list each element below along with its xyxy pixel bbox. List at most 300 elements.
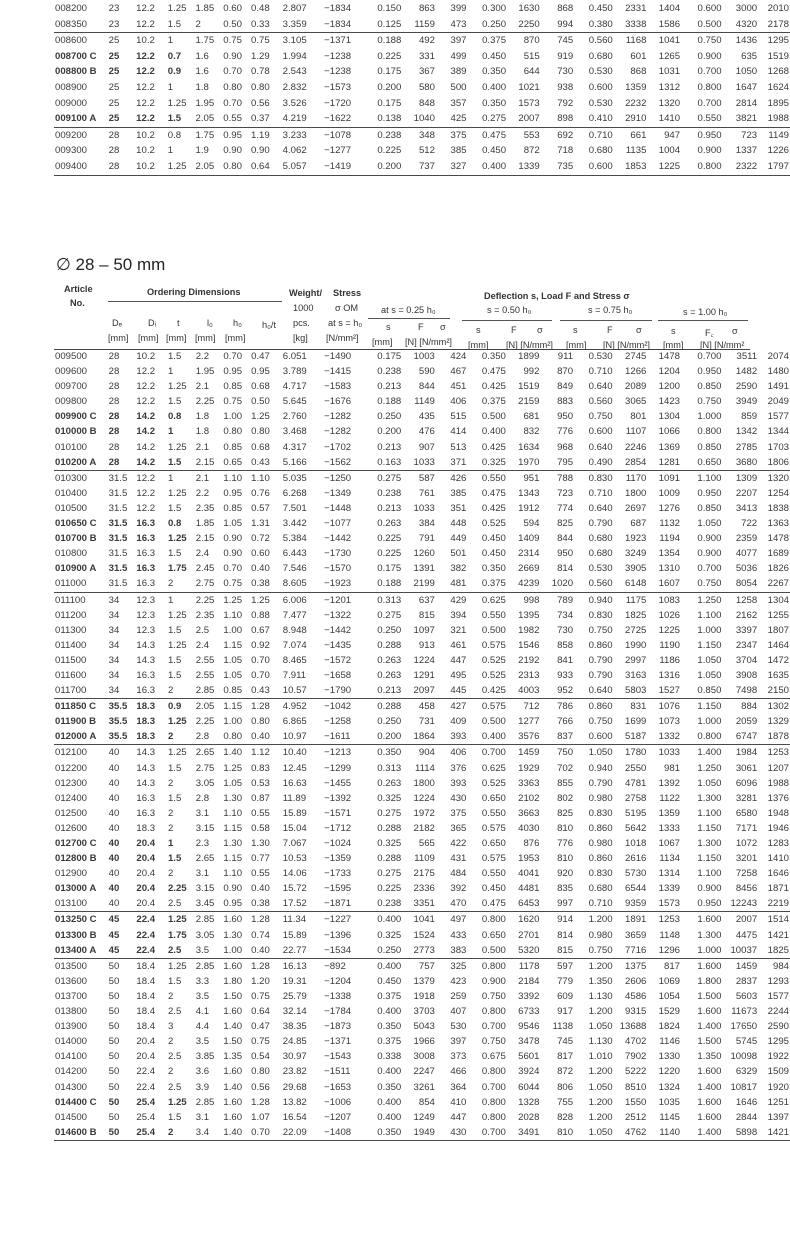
table-cell: 718 <box>557 145 574 157</box>
table-cell: 1410 <box>767 853 789 865</box>
table-cell: 397 <box>436 33 468 49</box>
table-cell: 1033 <box>413 502 435 514</box>
table-cell: 1009 <box>658 487 680 499</box>
table-cell: 20.4 <box>136 853 156 865</box>
table-cell: −1415 <box>324 366 352 378</box>
table-cell: 7258 <box>735 868 758 880</box>
table-cell: 0.400 <box>367 912 403 928</box>
table-cell: 34 <box>108 609 120 621</box>
table-cell: 0.325 <box>377 929 402 941</box>
table-cell: 458 <box>402 699 436 715</box>
table-cell: 4003 <box>518 685 540 697</box>
table-cell: 6044 <box>518 1081 540 1093</box>
header-mm-3: [mm] <box>166 333 187 343</box>
article-number: 011500 <box>55 654 87 666</box>
table-cell: −1277 <box>324 145 352 157</box>
table-cell: 1.85 <box>195 3 215 14</box>
table-cell: 0.860 <box>574 699 614 715</box>
table-cell: 18.4 <box>136 1021 156 1033</box>
table-cell: 433 <box>450 929 467 941</box>
table-cell: 1224 <box>413 654 435 666</box>
table-cell: 40 <box>108 868 120 880</box>
table-cell: 637 <box>402 592 436 608</box>
table-cell: 0.680 <box>588 145 613 157</box>
article-number: 013600 <box>55 975 88 987</box>
table-cell: 1586 <box>658 18 681 30</box>
table-cell: 32.14 <box>282 1006 307 1018</box>
table-cell: 1472 <box>767 654 789 666</box>
table-cell: 4586 <box>625 990 647 1002</box>
table-cell: 2028 <box>518 1111 540 1123</box>
table-cell: 1132 <box>659 518 680 530</box>
table-cell: 828 <box>557 1111 574 1123</box>
table-cell: 0.530 <box>588 563 613 575</box>
table-cell: −1396 <box>324 929 352 941</box>
table-cell: 806 <box>557 1081 574 1093</box>
article-number: 014500 <box>55 1111 88 1123</box>
table-cell: 2.5 <box>167 944 182 956</box>
table-cell: 553 <box>507 127 541 143</box>
table-cell: 31.5 <box>108 578 128 590</box>
table-cell: 1607 <box>658 578 680 590</box>
table-cell: 4030 <box>518 822 540 834</box>
table-cell: 0.525 <box>481 518 506 530</box>
table-cell: 16.63 <box>282 777 307 789</box>
table-cell: 1.010 <box>588 1051 613 1063</box>
table-cell: 0.450 <box>482 145 507 157</box>
table-cell: 0.250 <box>377 411 402 423</box>
table-cell: 4.4 <box>195 1021 210 1033</box>
header-sigma-2: σ <box>537 325 543 335</box>
table-cell: 393 <box>450 731 467 743</box>
table-cell: 1.40 <box>222 745 250 761</box>
table-cell: 4.062 <box>282 145 307 157</box>
table-cell: 8510 <box>625 1081 647 1093</box>
table-cell: 0.900 <box>481 975 506 987</box>
table-cell: 1630 <box>518 3 540 14</box>
table-cell: −1730 <box>324 548 352 560</box>
table-cell: 0.163 <box>377 456 402 468</box>
table-cell: 994 <box>557 18 574 30</box>
table-row <box>54 516 790 531</box>
table-cell: 0.125 <box>377 18 402 30</box>
table-cell: 1.8 <box>195 426 210 438</box>
table-cell: 4702 <box>625 1036 647 1048</box>
table-cell: 3397 <box>735 624 758 636</box>
table-row <box>54 561 790 576</box>
table-cell: 1.050 <box>697 654 722 666</box>
table-cell: 20.4 <box>136 868 156 880</box>
table-cell: 2.807 <box>282 3 307 14</box>
table-cell: 45 <box>108 912 136 928</box>
table-cell: 0.175 <box>377 97 402 109</box>
table-cell: 1342 <box>735 426 758 438</box>
table-cell: 832 <box>523 426 540 438</box>
table-cell: 1800 <box>413 777 435 789</box>
table-cell: 28 <box>108 456 120 468</box>
table-cell: 0.700 <box>467 745 507 761</box>
table-cell: 0.400 <box>481 731 506 743</box>
table-cell: −1573 <box>324 81 352 93</box>
table-cell: 18.4 <box>136 990 156 1002</box>
table-cell: 1.25 <box>250 592 282 608</box>
table-cell: 22.4 <box>136 944 156 956</box>
table-cell: 1066 <box>658 426 680 438</box>
table-cell: 8456 <box>735 883 758 895</box>
table-cell: 16.3 <box>136 578 156 590</box>
table-cell: 1948 <box>767 807 789 819</box>
table-cell: 2.543 <box>282 66 307 78</box>
table-cell: 2178 <box>767 18 789 30</box>
table-cell: 745 <box>541 33 574 49</box>
table-cell: 1573 <box>658 898 680 910</box>
table-cell: 0.90 <box>223 533 243 545</box>
table-cell: 2 <box>167 1036 174 1048</box>
table-cell: 0.350 <box>481 563 506 575</box>
table-cell: 0.313 <box>377 762 402 774</box>
table-cell: 1359 <box>625 81 647 93</box>
table-cell: 0.850 <box>697 502 722 514</box>
table-cell: 1.050 <box>697 669 722 681</box>
table-cell: 16.3 <box>136 533 156 545</box>
table-cell: 1.00 <box>223 411 243 423</box>
table-cell: 0.95 <box>223 898 243 910</box>
table-cell: 2007 <box>518 113 540 125</box>
table-row <box>54 409 790 424</box>
table-cell: 0.225 <box>377 548 402 560</box>
table-cell: 367 <box>418 66 435 78</box>
table-cell: 0.213 <box>377 502 402 514</box>
table-cell: 16.3 <box>136 548 156 560</box>
table-cell: 0.600 <box>697 3 722 14</box>
table-cell: 692 <box>541 127 574 143</box>
table-cell: 1041 <box>647 33 681 49</box>
table-cell: 50 <box>108 1051 120 1063</box>
table-row <box>54 683 790 699</box>
table-cell: 0.80 <box>251 716 270 728</box>
table-cell: 0.560 <box>588 578 613 590</box>
table-cell: 5730 <box>625 868 647 880</box>
table-cell: 1797 <box>758 159 790 175</box>
header-Di: Dᵢ <box>148 318 157 328</box>
table-cell: 3.15 <box>195 822 215 834</box>
table-cell: 10.40 <box>282 745 323 761</box>
table-cell: 3821 <box>735 113 758 125</box>
table-cell: 2074 <box>767 351 789 362</box>
table-cell: 0.175 <box>377 66 402 78</box>
table-cell: 913 <box>418 639 435 651</box>
table-cell: 1.25 <box>167 533 187 545</box>
table-cell: 1864 <box>413 731 435 743</box>
table-row <box>54 1095 790 1110</box>
table-cell: 635 <box>741 50 758 62</box>
table-cell: 872 <box>557 1066 574 1078</box>
table-cell: −1595 <box>324 883 352 895</box>
table-cell: 0.70 <box>223 563 243 575</box>
article-number: 014300 <box>55 1081 88 1093</box>
table-cell: 35.5 <box>108 731 128 743</box>
table-cell: 0.68 <box>251 381 270 393</box>
table-cell: 1 <box>167 366 174 378</box>
table-cell: 1359 <box>658 807 680 819</box>
table-cell: 473 <box>450 18 467 30</box>
table-cell: 10.53 <box>282 853 307 865</box>
table-cell: 0.680 <box>588 883 613 895</box>
table-cell: 414 <box>450 426 467 438</box>
table-cell: 0.625 <box>481 762 506 774</box>
table-cell: 1225 <box>658 624 680 636</box>
table-cell: 3704 <box>735 654 758 666</box>
table-cell: −1720 <box>324 97 352 109</box>
table-cell: 731 <box>418 716 435 728</box>
table-cell: 1577 <box>767 411 789 423</box>
header-stress-unit: [N/mm²] <box>326 333 359 343</box>
table-cell: 410 <box>450 1096 467 1108</box>
article-number: 008900 <box>55 81 88 93</box>
table-cell: 426 <box>436 470 468 486</box>
table-cell: 0.525 <box>481 654 506 666</box>
table-cell: 0.675 <box>481 1051 506 1063</box>
table-cell: 950 <box>557 548 574 560</box>
table-cell: 1226 <box>767 145 789 157</box>
table-cell: 0.950 <box>681 127 722 143</box>
table-cell: −1282 <box>324 411 352 423</box>
table-cell: 0.550 <box>697 113 722 125</box>
table-cell: 1.5 <box>167 762 182 774</box>
table-cell: 0.350 <box>367 1125 403 1141</box>
article-number: 011100 <box>54 592 108 608</box>
table-cell: 1946 <box>767 822 789 834</box>
table-row <box>54 364 790 379</box>
table-cell: 375 <box>450 807 467 819</box>
table-row <box>54 470 790 486</box>
table-cell: 0.85 <box>223 502 243 514</box>
table-cell: 512 <box>418 145 435 157</box>
table-cell: 2697 <box>625 502 647 514</box>
table-cell: 1097 <box>413 624 435 636</box>
table-cell: 5803 <box>625 685 647 697</box>
table-cell: 31.5 <box>108 487 128 499</box>
table-cell: 5187 <box>625 731 647 743</box>
ordering-rule <box>108 301 282 302</box>
table-cell: 5601 <box>518 1051 540 1063</box>
table-cell: 1.50 <box>223 1036 243 1048</box>
table-cell: 786 <box>540 699 574 715</box>
table-cell: 998 <box>507 592 541 608</box>
table-row <box>54 592 790 608</box>
table-cell: 8054 <box>735 578 758 590</box>
table-cell: 14.2 <box>136 411 156 423</box>
table-cell: 16.13 <box>282 958 323 974</box>
table-cell: 1 <box>167 426 174 438</box>
table-cell: 0.188 <box>377 396 402 408</box>
table-cell: 40 <box>108 853 120 865</box>
table-cell: 389 <box>450 66 467 78</box>
table-cell: 425 <box>450 113 467 125</box>
table-cell: 0.450 <box>481 548 506 560</box>
table-cell: 385 <box>450 487 467 499</box>
table-cell: 0.70 <box>223 351 243 362</box>
table-cell: 12.2 <box>136 97 155 109</box>
table-cell: 5.166 <box>282 456 307 468</box>
article-number: 012700 C <box>55 838 97 849</box>
table-cell: 30.97 <box>282 1051 307 1063</box>
table-cell: 375 <box>436 127 468 143</box>
table-cell: 373 <box>450 1051 467 1063</box>
table-cell: 25 <box>108 50 120 62</box>
table-cell: 16.3 <box>136 685 156 697</box>
table-cell: 0.450 <box>481 533 506 545</box>
article-number: 011400 <box>55 639 87 651</box>
table-cell: 950 <box>557 411 574 423</box>
table-cell: 0.650 <box>481 792 506 804</box>
table-cell: 4781 <box>625 777 647 789</box>
table-cell: 1.25 <box>167 609 187 621</box>
table-cell: 2.75 <box>195 762 215 774</box>
table-cell: 40 <box>108 762 120 774</box>
table-cell: 0.250 <box>377 624 402 636</box>
table-cell: 1.130 <box>588 1036 613 1048</box>
table-cell: 1.100 <box>697 807 722 819</box>
header-unit-n-3: [N] [N/mm²] <box>603 340 650 350</box>
table-cell: 3 <box>167 1021 174 1033</box>
table-cell: 2.760 <box>282 411 307 423</box>
table-cell: 2.55 <box>195 669 215 681</box>
table-cell: −1078 <box>323 127 367 143</box>
table-cell: −1534 <box>324 944 352 956</box>
table-cell: 28 <box>108 145 120 157</box>
table-cell: 0.700 <box>697 66 722 78</box>
table-cell: 776 <box>557 838 574 849</box>
table-cell: 3.1 <box>195 868 210 880</box>
table-cell: 7.067 <box>282 838 307 849</box>
table-cell: 2192 <box>518 654 540 666</box>
article-number: 012200 <box>55 762 88 774</box>
table-cell: 2590 <box>735 381 758 393</box>
table-cell: 0.87 <box>251 792 270 804</box>
table-cell: 712 <box>507 699 541 715</box>
article-number: 010000 B <box>55 426 97 438</box>
table-cell: 2 <box>167 578 174 590</box>
table-cell: 1067 <box>658 838 680 849</box>
table-cell: 0.200 <box>377 731 402 743</box>
table-cell: 795 <box>557 456 574 468</box>
deflection-rule-2 <box>462 320 552 321</box>
table-cell: 0.450 <box>481 883 506 895</box>
table-cell: 0.85 <box>223 381 243 393</box>
table-cell: 7.546 <box>282 563 307 575</box>
table-cell: 1320 <box>658 97 681 109</box>
table-cell: 2910 <box>625 113 647 125</box>
table-cell: 10.2 <box>135 159 167 175</box>
table-cell: 0.275 <box>482 113 507 125</box>
table-cell: 0.300 <box>482 3 507 14</box>
table-cell: 2725 <box>625 624 647 636</box>
table-cell: 0.450 <box>377 975 402 987</box>
table-cell: 1988 <box>767 777 789 789</box>
table-cell: 734 <box>557 609 574 621</box>
table-cell: 1330 <box>658 1051 680 1063</box>
table-cell: 50 <box>108 975 120 987</box>
table-cell: 0.47 <box>251 1021 270 1033</box>
table-cell: 0.950 <box>697 366 722 378</box>
table-cell: 15.72 <box>282 883 307 895</box>
table-cell: 0.325 <box>377 838 402 849</box>
table-cell: 687 <box>630 518 647 530</box>
article-number: 009900 C <box>55 411 97 423</box>
table-cell: 1.100 <box>697 609 722 621</box>
table-cell: −1258 <box>324 716 352 728</box>
table-cell: 3680 <box>735 456 758 468</box>
table-cell: 0.575 <box>481 822 506 834</box>
table-cell: 1.85 <box>195 518 215 530</box>
table-cell: 429 <box>436 592 468 608</box>
table-cell: 1.000 <box>697 716 722 728</box>
table-row <box>54 1125 790 1141</box>
table-cell: 1.75 <box>167 929 187 941</box>
table-cell: 530 <box>450 1021 467 1033</box>
table-cell: 737 <box>402 159 436 175</box>
table-cell: 1899 <box>518 351 540 362</box>
table-cell: 1689 <box>767 548 789 560</box>
table-cell: 868 <box>630 66 647 78</box>
table-cell: 15.89 <box>282 929 307 941</box>
table-cell: 761 <box>418 487 435 499</box>
table-row <box>54 159 790 175</box>
article-number: 009700 <box>55 381 88 393</box>
table-cell: 0.375 <box>468 33 508 49</box>
table-cell: 0.288 <box>367 699 403 715</box>
table-cell: 1423 <box>658 396 680 408</box>
table-cell: 2512 <box>625 1111 647 1123</box>
table-cell: 12.2 <box>136 487 156 499</box>
table-cell: 6329 <box>735 1066 758 1078</box>
table-cell: 3.9 <box>195 1081 210 1093</box>
table-row <box>54 912 790 928</box>
table-cell: 2267 <box>767 578 789 590</box>
table-cell: 776 <box>557 426 574 438</box>
table-cell: 0.200 <box>367 159 403 175</box>
table-cell: 0.138 <box>377 113 402 125</box>
table-cell: 0.650 <box>481 838 506 849</box>
table-cell: 28 <box>108 396 120 408</box>
table-cell: 50 <box>108 1066 120 1078</box>
table-cell: 1.20 <box>251 975 270 987</box>
table-cell: 1.10 <box>222 470 250 486</box>
table-cell: 0.750 <box>697 578 722 590</box>
table-cell: 11.89 <box>282 792 307 804</box>
table-cell: 2007 <box>722 912 758 928</box>
table-cell: 0.75 <box>251 1036 270 1048</box>
table-cell: 2844 <box>735 1111 758 1123</box>
table-cell: 844 <box>418 381 435 393</box>
header-unit-mm-1: [mm] <box>372 337 393 347</box>
table-cell: 6096 <box>735 777 758 789</box>
table-cell: 0.275 <box>377 807 402 819</box>
table-cell: 0.900 <box>697 883 722 895</box>
table-row <box>54 379 790 394</box>
table-cell: 1069 <box>658 975 680 987</box>
table-cell: 1.600 <box>697 1111 722 1123</box>
table-cell: 1550 <box>625 1096 647 1108</box>
table-cell: 1.5 <box>167 853 182 865</box>
table-cell: 1135 <box>625 145 647 157</box>
table-cell: 0.225 <box>377 145 402 157</box>
table-cell: 0.43 <box>251 685 270 697</box>
table-cell: 810 <box>540 1125 574 1141</box>
table-cell: 4320 <box>735 18 758 30</box>
table-cell: 2814 <box>735 97 758 109</box>
